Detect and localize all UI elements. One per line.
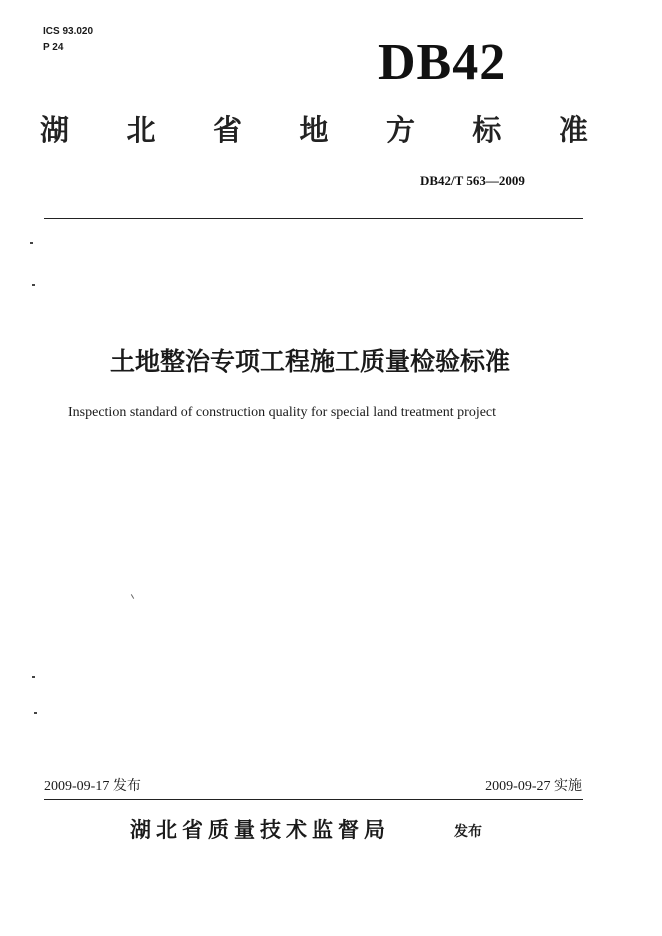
issue-date: 2009-09-17 发布	[44, 779, 141, 794]
footer-divider	[44, 799, 583, 800]
standard-type-char: 方	[385, 113, 415, 147]
scan-speck	[32, 676, 35, 678]
standard-type-char: 地	[299, 113, 329, 147]
standard-type-char: 标	[472, 113, 502, 147]
issue-label: 发布	[454, 824, 482, 840]
scan-speck	[34, 712, 37, 714]
scan-speck	[32, 284, 35, 286]
ics-code: ICS 93.020	[43, 26, 94, 37]
standard-type-char: 北	[126, 113, 156, 147]
scan-speck	[30, 242, 33, 244]
issuing-authority: 湖北省质量技术监督局	[130, 818, 390, 842]
implementation-date: 2009-09-27 实施	[485, 779, 582, 794]
standard-number: DB42/T 563—2009	[420, 173, 525, 188]
standard-type-heading	[40, 112, 588, 148]
standard-type-char: 湖	[40, 113, 70, 147]
document-title-english: Inspection standard of construction quality for special land treatment project	[68, 405, 497, 420]
classification-code: P 24	[43, 42, 64, 53]
document-title-chinese: 土地整治专项工程施工质量检验标准	[109, 347, 510, 376]
scan-speck	[131, 594, 134, 599]
standard-type-char: 省	[212, 113, 242, 147]
header-divider	[44, 218, 583, 219]
standard-type-char: 准	[558, 113, 588, 147]
standard-brand-logo: DB42	[378, 34, 507, 91]
